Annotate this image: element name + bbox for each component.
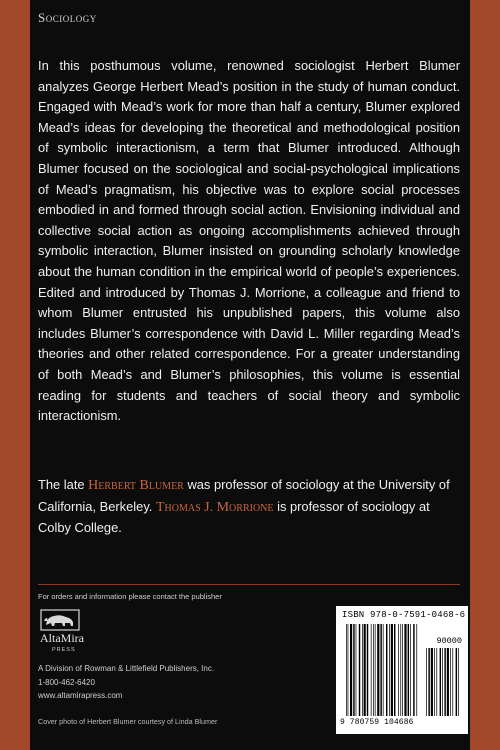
author-name: Herbert Blumer xyxy=(88,478,184,493)
author-bio-text: was professor of sociology at the University of California, Berkeley. xyxy=(38,477,450,514)
photo-credit: Cover photo of Herbert Blumer courtesy of Linda Blumer xyxy=(38,717,218,726)
isbn-barcode-box xyxy=(336,606,468,734)
logo-text: AltaMira xyxy=(40,631,84,645)
editor-name: Thomas J. Morrione xyxy=(155,499,274,515)
book-description: In this posthumous volume, renowned sociologist Herbert Blumer analyzes George Herbert Mead’s position in the study of human conduct. Engaged with Mead’s work for more than half a century, Blumer explored Mead’s ideas for developing the theoretical and methodological position of symbolic interactionism, a term that Blumer introduced. Although Blumer focused on the sociological and social-psychological implications of Mead’s pragmatism, his objective was to explore social processes embodied in and formed through social action. Envisioning individual and collective social action as ongoing accomplishments achieved through symbolic interaction, Blumer insisted on grounding scholarly knowledge about the human condition in the empirical world of people’s experiences. Edited and introduced by Thomas J. Morrione, a colleague and friend to whom Blumer entrusted his unpublished papers, this volume also includes Blumer’s correspondence with David L. Miller regarding Mead’s theories and other related correspondence. For a greater understanding of both Mead’s and Blumer’s philosophies, this volume is essential reading for students and teachers of social theory and symbolic interactionism. xyxy=(38,58,460,424)
publisher-division: A Division of Rowman & Littlefield Publishers, Inc. xyxy=(38,664,215,673)
barcode-digits: 9 780759 104686 xyxy=(340,718,414,727)
bio-prefix: The late xyxy=(38,477,89,492)
altamira-press-logo xyxy=(38,608,98,656)
divider-line xyxy=(38,584,460,585)
isbn-number: ISBN 978-0-7591-0468-6 xyxy=(342,610,466,620)
publisher-info xyxy=(38,662,214,703)
addon-barcode xyxy=(426,648,460,716)
author-bio xyxy=(38,475,460,539)
category-label: Sociology xyxy=(38,10,97,25)
price-code: 90000 xyxy=(436,636,462,646)
publisher-phone: 1-800-462-6420 xyxy=(38,677,95,687)
publisher-website: www.altamirapress.com xyxy=(38,691,123,700)
ean-barcode xyxy=(346,624,418,716)
orders-note: For orders and information please contact the publisher xyxy=(38,592,222,601)
logo-subtext: PRESS xyxy=(52,647,76,653)
editor-bio-text: is professor of sociology at Colby College. xyxy=(38,498,430,536)
